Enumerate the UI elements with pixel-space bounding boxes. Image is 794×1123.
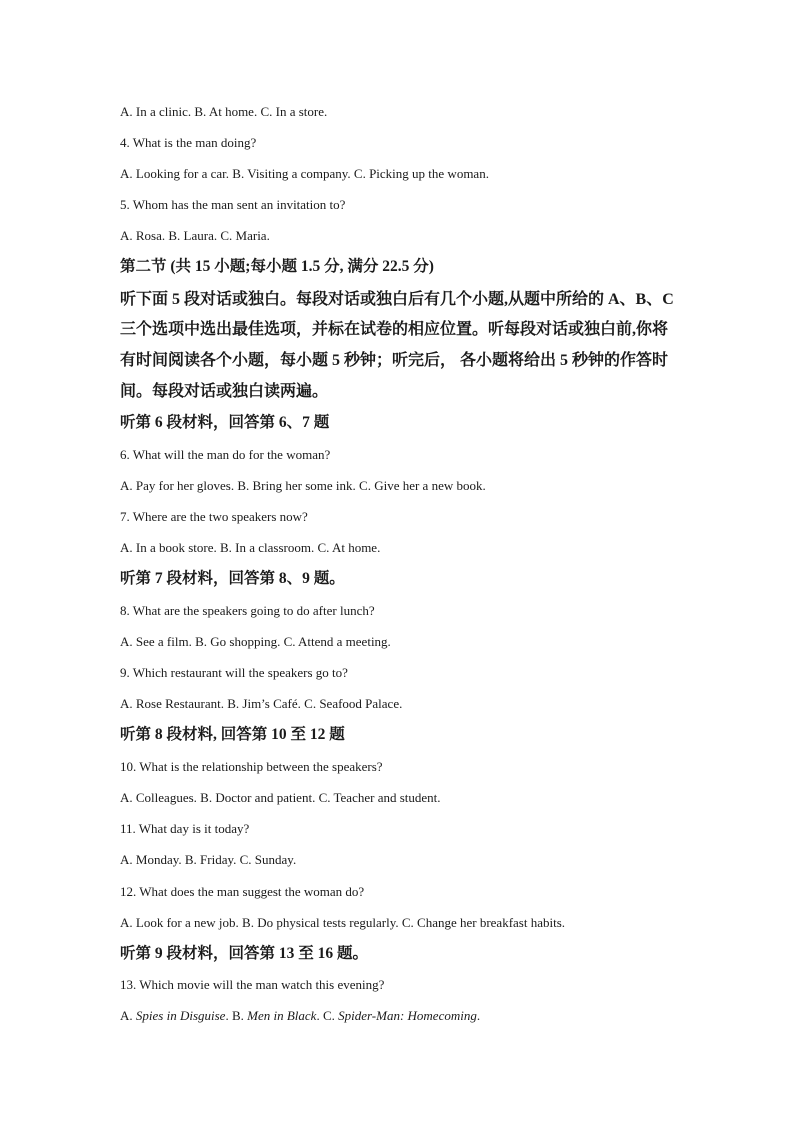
q13-end: .: [476, 1008, 481, 1023]
q13-question: 13. Which movie will the man watch this evening?: [120, 977, 385, 992]
q10-question: 10. What is the relationship between the speakers?: [120, 759, 383, 774]
q9-options: A. Rose Restaurant. B. Jim’s Café. C. Seafood Palace.: [120, 696, 403, 711]
section2-header: 第二节 (共 15 小题;每小题 1.5 分, 满分 22.5 分): [120, 258, 434, 275]
q13-options: [120, 1008, 480, 1024]
q11-options: A. Monday. B. Friday. C. Sunday.: [120, 852, 297, 867]
q7-options: A. In a book store. B. In a classroom. C. At home.: [120, 540, 381, 555]
q10-options: A. Colleagues. B. Doctor and patient. C. Teacher and student.: [120, 790, 441, 805]
q6-options: A. Pay for her gloves. B. Bring her some ink. C. Give her a new book.: [120, 478, 486, 493]
q13-c-title: Spider-Man: Homecoming: [338, 1008, 477, 1023]
q5-options: A. Rosa. B. Laura. C. Maria.: [120, 228, 270, 243]
q7-question: 7. Where are the two speakers now?: [120, 509, 308, 524]
q3-options: A. In a clinic. B. At home. C. In a store.: [120, 104, 328, 119]
instructions-line-3: 有时间阅读各个小题，每小题 5 秒钟；听完后， 各小题将给出 5 秒钟的作答时: [120, 352, 669, 369]
q8-question: 8. What are the speakers going to do after lunch?: [120, 603, 375, 618]
q11-question: 11. What day is it today?: [120, 821, 250, 836]
q12-options: A. Look for a new job. B. Do physical tests regularly. C. Change her breakfast habits.: [120, 915, 566, 930]
q13-a-title: Spies in Disguise: [135, 1008, 226, 1023]
q13-a-prefix: A.: [120, 1008, 136, 1023]
segment7-header: 听第 7 段材料，回答第 8、9 题。: [120, 570, 345, 587]
q13-b-prefix: . B.: [225, 1008, 248, 1023]
q8-options: A. See a film. B. Go shopping. C. Attend a meeting.: [120, 634, 391, 649]
instructions-line-1: 听下面 5 段对话或独白。每段对话或独白后有几个小题,从题中所给的 A、B、C: [120, 291, 674, 308]
q13-c-prefix: . C.: [316, 1008, 339, 1023]
q5-question: 5. Whom has the man sent an invitation to?: [120, 197, 346, 212]
instructions-line-4: 间。每段对话或独白读两遍。: [120, 383, 329, 400]
q9-question: 9. Which restaurant will the speakers go to?: [120, 665, 348, 680]
segment9-header: 听第 9 段材料，回答第 13 至 16 题。: [120, 945, 369, 962]
q13-b-title: Men in Black: [247, 1008, 317, 1023]
q4-options: A. Looking for a car. B. Visiting a company. C. Picking up the woman.: [120, 166, 489, 181]
segment6-header: 听第 6 段材料，回答第 6、7 题: [120, 414, 330, 431]
segment8-header: 听第 8 段材料, 回答第 10 至 12 题: [120, 726, 345, 743]
q12-question: 12. What does the man suggest the woman do?: [120, 884, 365, 899]
instructions-line-2: 三个选项中选出最佳选项，并标在试卷的相应位置。听每段对话或独白前,你将: [120, 321, 669, 338]
q6-question: 6. What will the man do for the woman?: [120, 447, 331, 462]
q4-question: 4. What is the man doing?: [120, 135, 257, 150]
